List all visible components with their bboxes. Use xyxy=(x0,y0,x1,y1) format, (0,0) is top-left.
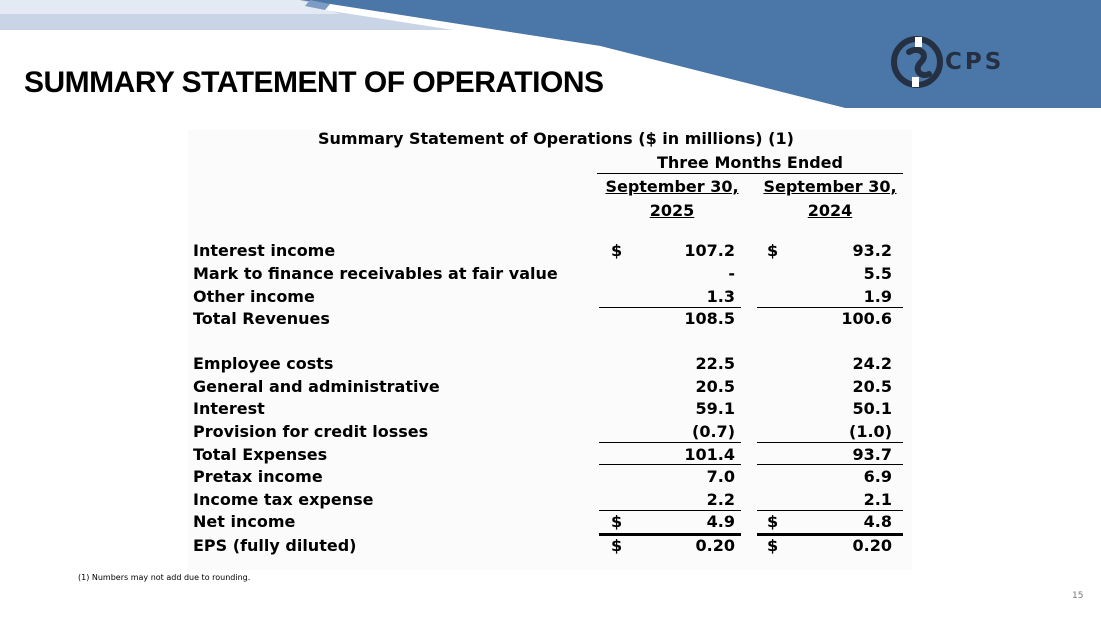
table-row xyxy=(192,353,904,375)
row-label: Total Expenses xyxy=(193,445,328,464)
logo-text: CPS xyxy=(945,49,1005,75)
row-label: Provision for credit losses xyxy=(193,422,429,441)
column-year: 2025 xyxy=(649,201,695,220)
table-row xyxy=(192,444,904,466)
double-underline-rule xyxy=(599,533,741,536)
row-label: General and administrative xyxy=(193,377,440,396)
row-label: Mark to finance receivables at fair value xyxy=(193,264,558,283)
value-2024: 1.9 xyxy=(863,287,892,306)
value-2025: (0.7) xyxy=(692,422,735,441)
period-header: Three Months Ended xyxy=(597,153,903,174)
row-label: Net income xyxy=(193,512,296,531)
table-row xyxy=(192,489,904,511)
value-2025: 0.20 xyxy=(695,536,735,555)
value-2024: 4.8 xyxy=(863,512,892,531)
row-label: EPS (fully diluted) xyxy=(193,536,357,555)
row-label: Income tax expense xyxy=(193,490,374,509)
table-row xyxy=(192,286,904,308)
column-date: September 30, xyxy=(763,177,897,196)
value-2025: 20.5 xyxy=(695,377,735,396)
column-date: September 30, xyxy=(605,177,739,196)
value-2025: 108.5 xyxy=(684,309,735,328)
total-rule xyxy=(757,464,903,465)
currency-symbol: $ xyxy=(767,512,779,531)
table-row xyxy=(192,421,904,443)
double-underline-rule xyxy=(757,533,903,536)
company-logo xyxy=(891,34,1004,90)
value-2025: 4.9 xyxy=(706,512,735,531)
row-label: Employee costs xyxy=(193,354,334,373)
row-label: Other income xyxy=(193,287,315,306)
value-2025: 1.3 xyxy=(706,287,735,306)
page-number: 15 xyxy=(1072,591,1084,601)
footnote: (1) Numbers may not add due to rounding. xyxy=(78,573,251,582)
row-label: Pretax income xyxy=(193,467,323,486)
table-row xyxy=(192,535,904,557)
table-row xyxy=(192,398,904,420)
row-label: Interest xyxy=(193,399,265,418)
column-header-2025 xyxy=(602,175,742,223)
value-2024: (1.0) xyxy=(849,422,892,441)
value-2025: 2.2 xyxy=(706,490,735,509)
cps-logo-icon xyxy=(891,36,943,88)
total-rule xyxy=(757,442,903,443)
table-row xyxy=(192,263,904,285)
value-2025: 7.0 xyxy=(706,467,735,486)
column-year: 2024 xyxy=(807,201,853,220)
table-row xyxy=(192,511,904,533)
row-label: Interest income xyxy=(193,241,336,260)
table-row xyxy=(192,466,904,488)
value-2024: 93.2 xyxy=(852,241,892,260)
currency-symbol: $ xyxy=(767,536,779,555)
value-2025: 107.2 xyxy=(684,241,735,260)
table-row xyxy=(192,240,904,262)
value-2024: 93.7 xyxy=(852,445,892,464)
value-2024: 20.5 xyxy=(852,377,892,396)
value-2024: 50.1 xyxy=(852,399,892,418)
value-2025: 22.5 xyxy=(695,354,735,373)
value-2024: 5.5 xyxy=(863,264,892,283)
value-2025: 101.4 xyxy=(684,445,735,464)
row-label: Total Revenues xyxy=(193,309,330,328)
currency-symbol: $ xyxy=(611,536,623,555)
table-title: Summary Statement of Operations ($ in millions) (1) xyxy=(318,129,794,148)
total-rule xyxy=(599,510,741,511)
value-2025: 59.1 xyxy=(695,399,735,418)
value-2025: - xyxy=(728,264,735,283)
total-rule xyxy=(599,464,741,465)
total-rule xyxy=(599,307,741,308)
value-2024: 6.9 xyxy=(863,467,892,486)
total-rule xyxy=(599,442,741,443)
value-2024: 0.20 xyxy=(852,536,892,555)
currency-symbol: $ xyxy=(767,241,779,260)
column-header-2024 xyxy=(760,175,900,223)
currency-symbol: $ xyxy=(611,512,623,531)
value-2024: 2.1 xyxy=(863,490,892,509)
currency-symbol: $ xyxy=(611,241,623,260)
total-rule xyxy=(757,307,903,308)
value-2024: 24.2 xyxy=(852,354,892,373)
total-rule xyxy=(757,510,903,511)
table-row xyxy=(192,376,904,398)
value-2024: 100.6 xyxy=(841,309,892,328)
slide-title: SUMMARY STATEMENT OF OPERATIONS xyxy=(24,66,604,99)
table-row xyxy=(192,308,904,330)
